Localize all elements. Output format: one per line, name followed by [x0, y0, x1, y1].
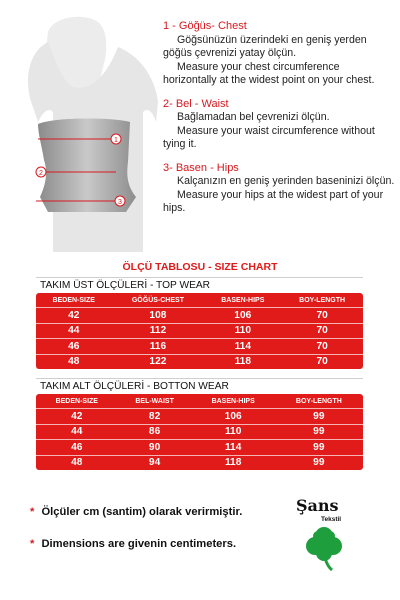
brand-logo	[294, 496, 354, 576]
table-cell: 42	[36, 409, 118, 425]
table-row	[36, 308, 363, 324]
marker-hips-label: 3	[118, 199, 122, 206]
marker-chest-label: 1	[114, 137, 118, 144]
table-row	[36, 424, 363, 440]
guide-chest	[163, 20, 395, 88]
table-cell: 99	[275, 440, 363, 456]
table-cell: 70	[281, 323, 363, 339]
table-cell: 46	[36, 339, 112, 355]
brand-subtitle: Tekstil	[321, 516, 342, 523]
notes	[30, 506, 242, 570]
brand-name: Şans	[296, 496, 339, 515]
table-header-row	[36, 293, 363, 308]
marker-hips	[115, 196, 125, 206]
column-header: BOY-LENGTH	[299, 296, 346, 304]
table-row	[36, 354, 363, 369]
guide-hips	[163, 162, 395, 216]
column-header: BEL-WAIST	[135, 397, 174, 405]
marker-chest	[111, 134, 121, 144]
guide-hips-english: Measure your hips at the widest part of your hips.	[163, 188, 384, 214]
note-turkish	[30, 506, 242, 518]
table-header-row	[36, 394, 363, 409]
marker-waist-label: 2	[39, 170, 43, 177]
guide-waist-turkish: Bağlamadan bel çevrenizi ölçün.	[177, 111, 330, 123]
table-cell: 114	[192, 440, 275, 456]
column-header: BEDEN-SIZE	[52, 296, 95, 304]
column-header: BASEN-HIPS	[211, 397, 255, 405]
table-cell: 94	[118, 455, 192, 470]
table-cell: 99	[275, 455, 363, 470]
table-cell: 99	[275, 409, 363, 425]
note-english-text: Dimensions are givenin centimeters.	[41, 538, 237, 550]
guide-hips-turkish: Kalçanızın en geniş yerinden baseninizi ölçün.	[177, 175, 395, 187]
table-cell: 70	[281, 339, 363, 355]
bottom-wear-caption: TAKIM ALT ÖLÇÜLERİ - BOTTON WEAR	[36, 378, 363, 394]
table-cell: 112	[112, 323, 205, 339]
note-english	[30, 538, 242, 550]
guide-chest-turkish: Göğsünüzün üzerindeki en geniş yerden göğüs çevrenizi yatay ölçün.	[163, 33, 367, 59]
guide-chest-heading: 1 - Göğüs- Chest	[163, 20, 247, 32]
clover-icon	[298, 522, 350, 572]
table-cell: 48	[36, 354, 112, 369]
table-row	[36, 440, 363, 456]
size-chart-title: ÖLÇÜ TABLOSU - SIZE CHART	[122, 261, 278, 273]
table-cell: 116	[112, 339, 205, 355]
table-cell: 82	[118, 409, 192, 425]
table-cell: 122	[112, 354, 205, 369]
table-row	[36, 409, 363, 425]
guide-waist-heading: 2- Bel - Waist	[163, 97, 229, 110]
guide-hips-heading: 3- Basen - Hips	[163, 161, 239, 174]
table-cell: 70	[281, 308, 363, 324]
table-cell: 118	[204, 354, 281, 369]
table-cell: 44	[36, 424, 118, 440]
top-wear-section	[36, 277, 363, 369]
column-header: GÖĞÜS-CHEST	[131, 296, 184, 304]
table-row	[36, 339, 363, 355]
table-cell: 42	[36, 308, 112, 324]
column-header: BASEN-HIPS	[221, 296, 265, 304]
table-cell: 86	[118, 424, 192, 440]
table-cell: 90	[118, 440, 192, 456]
table-cell: 108	[112, 308, 205, 324]
table-cell: 106	[204, 308, 281, 324]
table-cell: 110	[204, 323, 281, 339]
bottom-wear-section	[36, 378, 363, 470]
bottom-wear-table	[36, 394, 363, 470]
note-turkish-text: Ölçüler cm (santim) olarak verirmiştir.	[41, 506, 243, 518]
body-measurement-figure	[8, 12, 158, 252]
table-cell: 99	[275, 424, 363, 440]
asterisk-icon: *	[30, 506, 35, 518]
table-cell: 110	[192, 424, 275, 440]
guide-waist	[163, 98, 395, 152]
marker-waist	[36, 167, 46, 177]
guide-chest-english: Measure your chest circumference horizontally at the widest point on your chest.	[163, 60, 375, 86]
asterisk-icon: *	[30, 538, 35, 550]
table-cell: 48	[36, 455, 118, 470]
table-cell: 106	[192, 409, 275, 425]
table-row	[36, 455, 363, 470]
column-header: BOY-LENGTH	[295, 397, 342, 405]
column-header: BEDEN-SIZE	[55, 397, 98, 405]
top-wear-caption: TAKIM ÜST ÖLÇÜLERİ - TOP WEAR	[36, 277, 363, 293]
table-cell: 46	[36, 440, 118, 456]
table-cell: 44	[36, 323, 112, 339]
table-cell: 70	[281, 354, 363, 369]
mannequin-illustration	[8, 12, 158, 252]
table-cell: 114	[204, 339, 281, 355]
top-wear-table	[36, 293, 363, 369]
guide-waist-english: Measure your waist circumference without tying it.	[163, 124, 375, 150]
measurement-guides	[163, 20, 395, 226]
table-cell: 118	[192, 455, 275, 470]
table-row	[36, 323, 363, 339]
